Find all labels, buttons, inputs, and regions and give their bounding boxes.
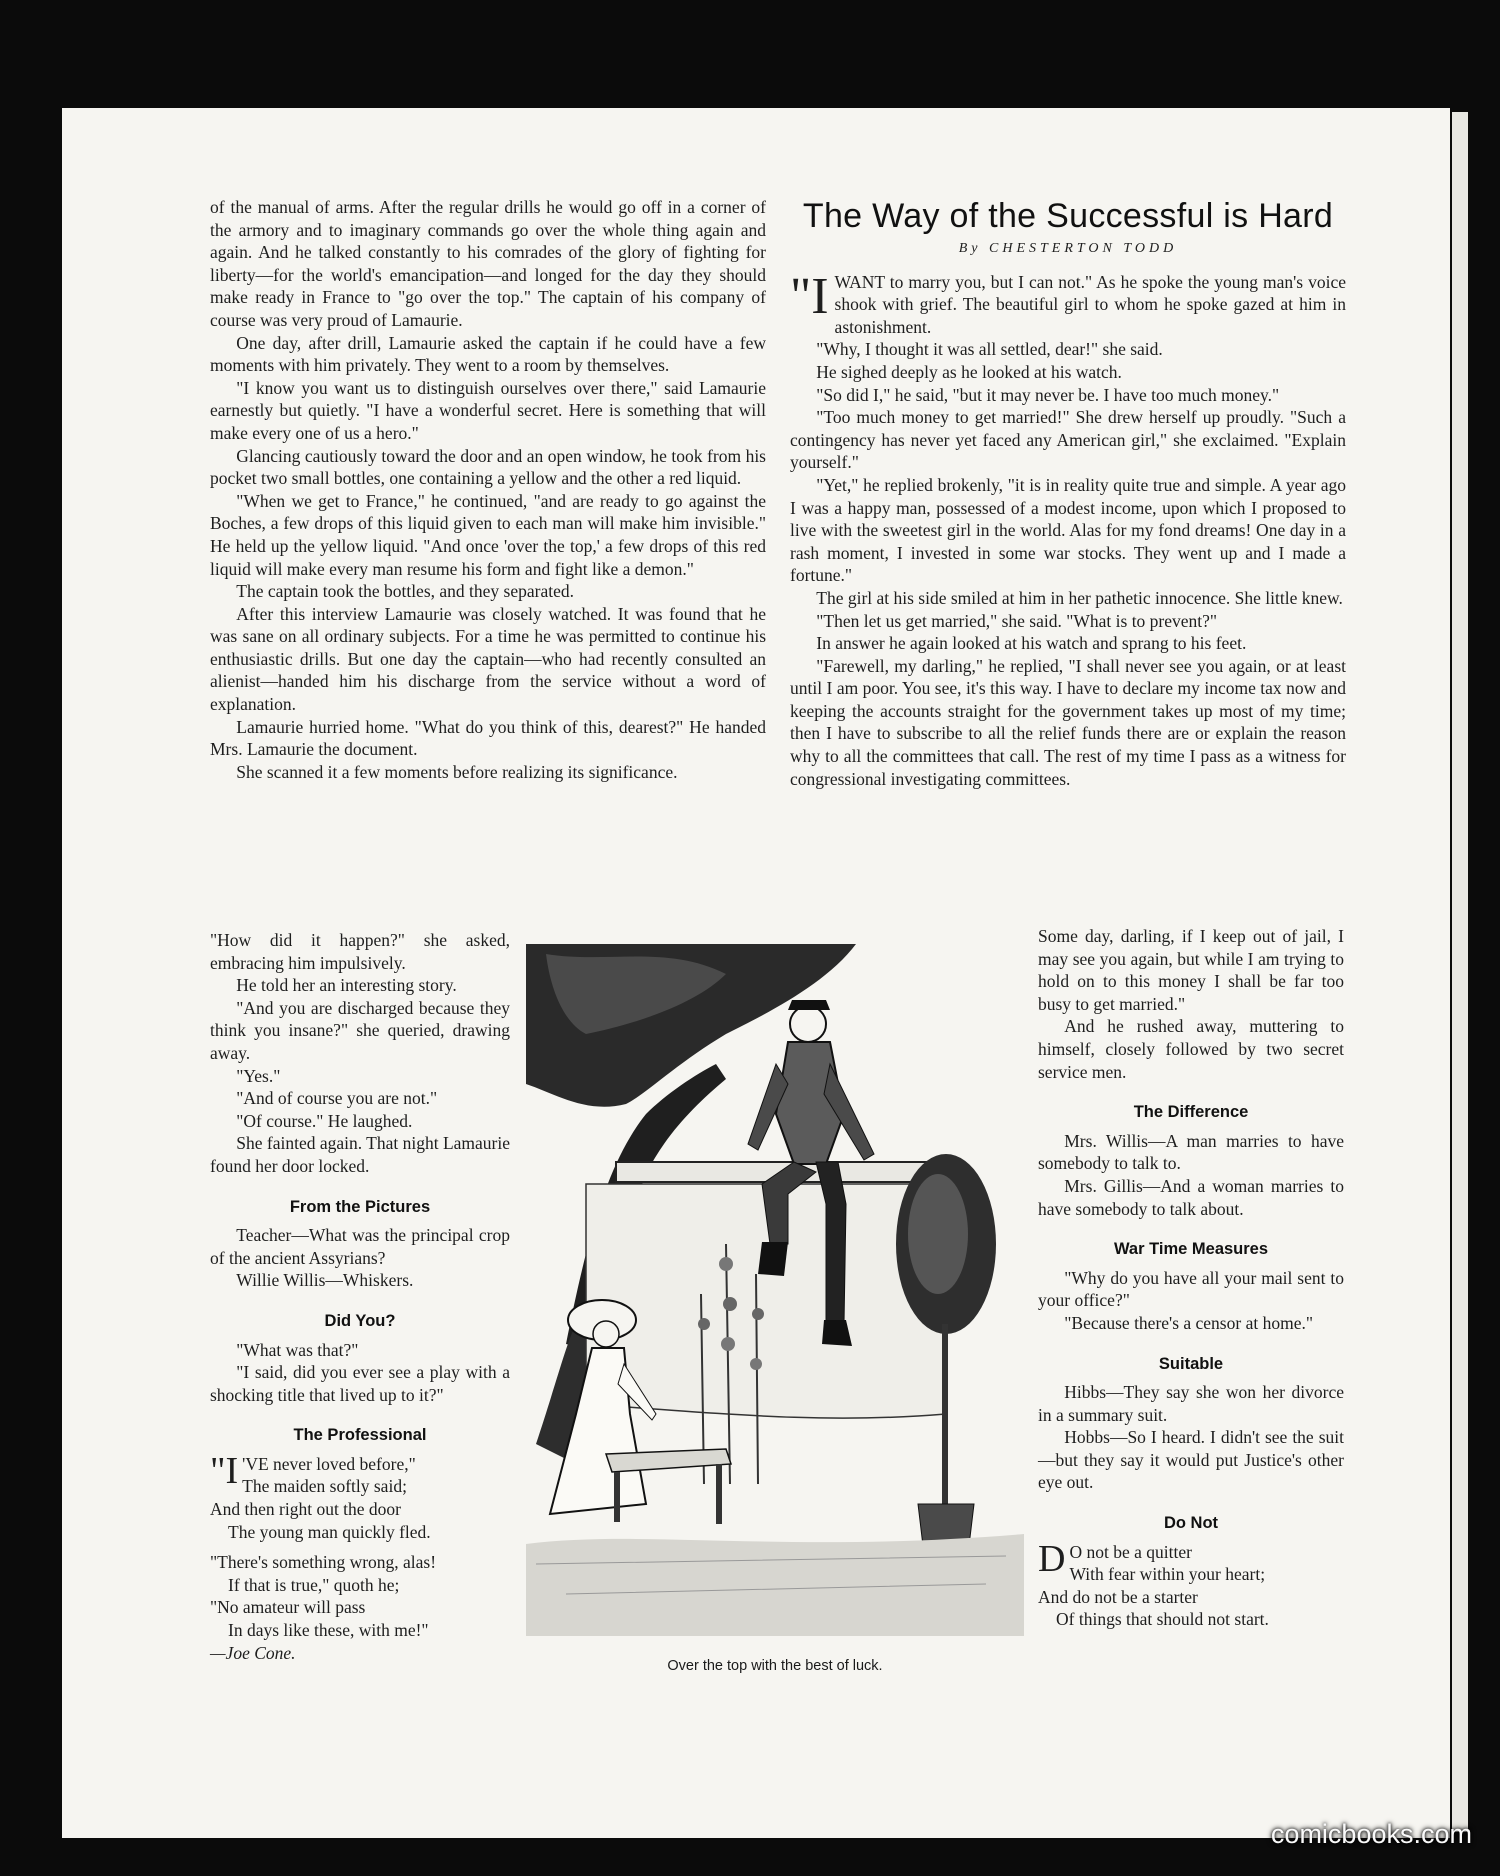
paragraph: "Of course." He laughed. — [236, 1110, 413, 1131]
poem-line: "No amateur will pass — [210, 1597, 366, 1618]
paragraph: of the manual of arms. After the regular drills he would go off in a corner of the armory and to imaginary commands go over the whole thing again and again. And he talked constantly to his comrades of the glory of fighting for liberty—for the world's emancipation—and longed for the day they should make ready in France to "go over the top." The captain of his company of course was very proud of Lamaurie. — [210, 197, 766, 330]
paragraph: WANT to marry you, but I can not." As he spoke the young man's voice shook with grief. The beautiful girl to whom he spoke gazed at him in astonishment. — [834, 271, 1346, 337]
paragraph: He sighed deeply as he looked at his watch. — [816, 361, 1122, 382]
paragraph: "Yet," he replied brokenly, "it is in reality quite true and simple. A year ago I was a happy man, possessed of a modest income, upon which I proposed to live with the sweetest girl in the world. Alas for my fond dreams! One day in a rash moment, I invested in some war stocks. They went up and I made a fortune." — [790, 474, 1346, 586]
paragraph: "I know you want us to distinguish ourselves over there," said Lamaurie earnestly but quietly. "I have a wonderful secret. Here is something that will make every one of us a hero." — [210, 377, 766, 443]
story-left-column — [210, 196, 766, 783]
paragraph: She scanned it a few moments before realizing its significance. — [236, 761, 678, 782]
paragraph: "Farewell, my darling," he replied, "I shall never see you again, or at least until I am poor. You see, it's this way. I have to declare my income tax now and keeping the accounts straight for the government takes up most of my time; then I have to subscribe to all the relief funds there are or explain the reason why to all the committees that call. The rest of my time I pass as a witness for congressional investigating committees. — [790, 655, 1346, 789]
section-heading: The Professional — [293, 1426, 427, 1445]
drop-cap: "I — [790, 267, 829, 325]
joke-line: Hobbs—So I heard. I didn't see the suit—but they say it would put Justice's other eye out. — [1038, 1427, 1344, 1493]
illustration-soldier-on-wall — [526, 944, 1024, 1636]
section-heading: Did You? — [324, 1311, 396, 1330]
joke-line: Mrs. Gillis—And a woman marries to have somebody to talk about. — [1038, 1175, 1344, 1219]
poem-line: 'VE never loved before," — [242, 1453, 416, 1474]
page-edge — [1452, 112, 1468, 1832]
article-headline: The Way of the Successful is Hard — [802, 197, 1334, 235]
joke-line: Hibbs—They say she won her divorce in a summary suit. — [1038, 1382, 1344, 1425]
section-heading: Do Not — [1163, 1514, 1219, 1533]
paragraph: "Why, I thought it was all settled, dear!" she said. — [816, 339, 1163, 360]
drop-cap: D — [1038, 1537, 1066, 1580]
illustration-caption: Over the top with the best of luck. — [667, 1658, 883, 1674]
poem-line: In days like these, with me!" — [228, 1620, 429, 1641]
poem — [1038, 1537, 1344, 1631]
paragraph: Glancing cautiously toward the door and an open window, he took from his pocket two small bottles, one containing a yellow and the other a red liquid. — [210, 445, 766, 489]
paragraph: "And you are discharged because they think you insane?" she queried, drawing away. — [210, 997, 510, 1063]
paragraph: "When we get to France," he continued, "and are ready to go against the Boches, a few drops of this liquid given to each man will make him invisible." He held up the yellow liquid. "And once 'over the top,' a few drops of this red liquid will make every man resume his form and fight like a demon." — [210, 490, 766, 579]
paragraph: And he rushed away, muttering to himself, closely followed by two secret service men. — [1038, 1016, 1344, 1082]
joke-line: Teacher—What was the principal crop of the ancient Assyrians? — [210, 1225, 510, 1268]
poem-line: And then right out the door — [210, 1499, 402, 1520]
poem-author: —Joe Cone. — [210, 1642, 296, 1663]
story-right-column — [790, 196, 1346, 790]
paragraph: After this interview Lamaurie was closely watched. It was found that he was sane on all ordinary subjects. For a time he was permitted to continue his enthusiastic drills. But one day the captain—who had recently consulted an alienist—handed him his discharge from the service without a word of explanation. — [210, 603, 766, 715]
paragraph: "And of course you are not." — [236, 1088, 438, 1109]
paragraph: "Too much money to get married!" She drew herself up proudly. "Such a contingency has never yet faced any American girl," she exclaimed. "Explain yourself." — [790, 407, 1346, 473]
poem-line: O not be a quitter — [1069, 1541, 1192, 1562]
byline: By CHESTERTON TODD — [958, 241, 1178, 256]
paragraph: The girl at his side smiled at him in her pathetic innocence. She little knew. — [816, 587, 1343, 608]
story-left-narrow — [210, 929, 510, 1664]
section-heading: Suitable — [1158, 1354, 1224, 1373]
joke-line: "What was that?" — [236, 1339, 359, 1360]
section-heading: From the Pictures — [289, 1197, 431, 1216]
joke-line: "Why do you have all your mail sent to your office?" — [1038, 1267, 1344, 1311]
paragraph: The captain took the bottles, and they separated. — [236, 581, 574, 602]
paragraph: She fainted again. That night Lamaurie found her door locked. — [210, 1133, 511, 1176]
site-watermark: comicbooks.com — [1270, 1819, 1472, 1849]
paragraph: "How did it happen?" she asked, embracing him impulsively. — [210, 930, 510, 973]
poem-line: If that is true," quoth he; — [228, 1574, 400, 1595]
section-heading: The Difference — [1133, 1103, 1249, 1122]
joke-line: "I said, did you ever see a play with a shocking title that lived up to it?" — [210, 1362, 510, 1405]
poem — [210, 1449, 510, 1664]
poem-line: Of things that should not start. — [1056, 1609, 1269, 1630]
poem-line: And do not be a starter — [1038, 1586, 1198, 1607]
poem-line: With fear within your heart; — [1069, 1564, 1266, 1585]
poem-line: "There's something wrong, alas! — [210, 1552, 437, 1573]
paragraph: "So did I," he said, "but it may never be. I have too much money." — [816, 384, 1280, 405]
section-heading: War Time Measures — [1113, 1240, 1269, 1259]
joke-line: "Because there's a censor at home." — [1064, 1312, 1313, 1333]
paragraph: He told her an interesting story. — [236, 975, 457, 996]
paragraph: One day, after drill, Lamaurie asked the captain if he could have a few moments with him privately. They went to a room by themselves. — [210, 332, 766, 376]
paragraph: In answer he again looked at his watch and sprang to his feet. — [816, 633, 1247, 654]
joke-line: Mrs. Willis—A man marries to have somebody to talk to. — [1038, 1130, 1344, 1174]
drop-cap: "I — [210, 1449, 239, 1492]
poem-line: The maiden softly said; — [242, 1476, 407, 1497]
paragraph: Lamaurie hurried home. "What do you think of this, dearest?" He handed Mrs. Lamaurie the document. — [210, 716, 766, 760]
story-right-narrow — [1038, 925, 1344, 1631]
paragraph: "Then let us get married," she said. "What is to prevent?" — [816, 610, 1218, 631]
paragraph: "Yes." — [236, 1065, 281, 1086]
joke-line: Willie Willis—Whiskers. — [236, 1270, 414, 1291]
paragraph: Some day, darling, if I keep out of jail, I may see you again, but while I am trying to hold on to this money I shall be far too busy to get married." — [1038, 926, 1344, 1014]
poem-line: The young man quickly fled. — [228, 1521, 431, 1542]
